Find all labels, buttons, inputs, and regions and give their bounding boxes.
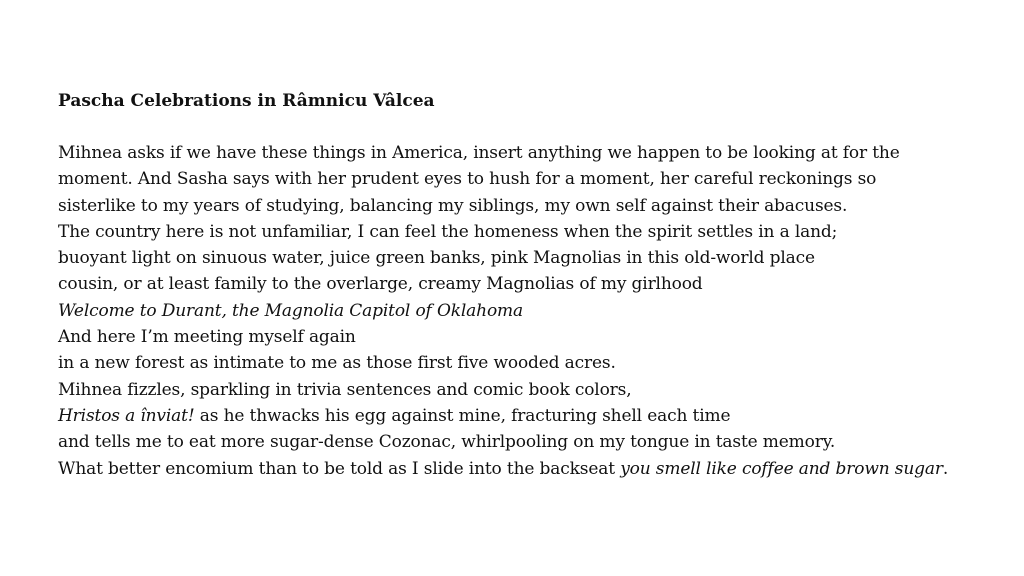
poem-line-13 [58,456,1008,482]
poem-line-11-rest: as he thwacks his egg against mine, fracturing shell each time [194,405,731,426]
poem-line-1: Mihnea asks if we have these things in America, insert anything we happen to be looking at for the [58,143,900,163]
poem-line-11-italic: Hristos a înviat! [58,405,195,426]
poem-line-6: cousin, or at least family to the overlarge, creamy Magnolias of my girlhood [58,274,703,295]
poem-line-3: sisterlike to my years of studying, balancing my siblings, my own self against their abacuses. [58,195,848,216]
poem-line-4: The country here is not unfamiliar, I can feel the homeness when the spirit settles in a land; [58,221,838,242]
poem-line-5: buoyant light on sinuous water, juice green banks, pink Magnolias in this old-world place [58,248,815,269]
poem-body [58,140,1008,482]
poem-line-8: And here I’m meeting myself again [58,327,356,348]
poem-line-10: Mihnea fizzles, sparkling in trivia sentences and comic book colors, [58,379,632,400]
poem-title: Pascha Celebrations in Râmnicu Vâlcea [58,91,435,111]
poem-line-9: in a new forest as intimate to me as those first five wooded acres. [58,353,616,374]
poem-line-13-plain: What better encomium than to be told as I slide into the backseat [58,458,621,479]
poem-line-13-end: . [942,458,949,479]
poem-line-13-italic: you smell like coffee and brown sugar [620,458,943,479]
poem-line-11 [58,403,1008,429]
poem-line-2: moment. And Sasha says with her prudent eyes to hush for a moment, her careful reckonings so [58,169,877,190]
poem-line-12: and tells me to eat more sugar-dense Cozonac, whirlpooling on my tongue in taste memory. [58,432,836,453]
poem-line-7-italic: Welcome to Durant, the Magnolia Capitol of Oklahoma [58,300,523,321]
document-page [58,88,1008,482]
